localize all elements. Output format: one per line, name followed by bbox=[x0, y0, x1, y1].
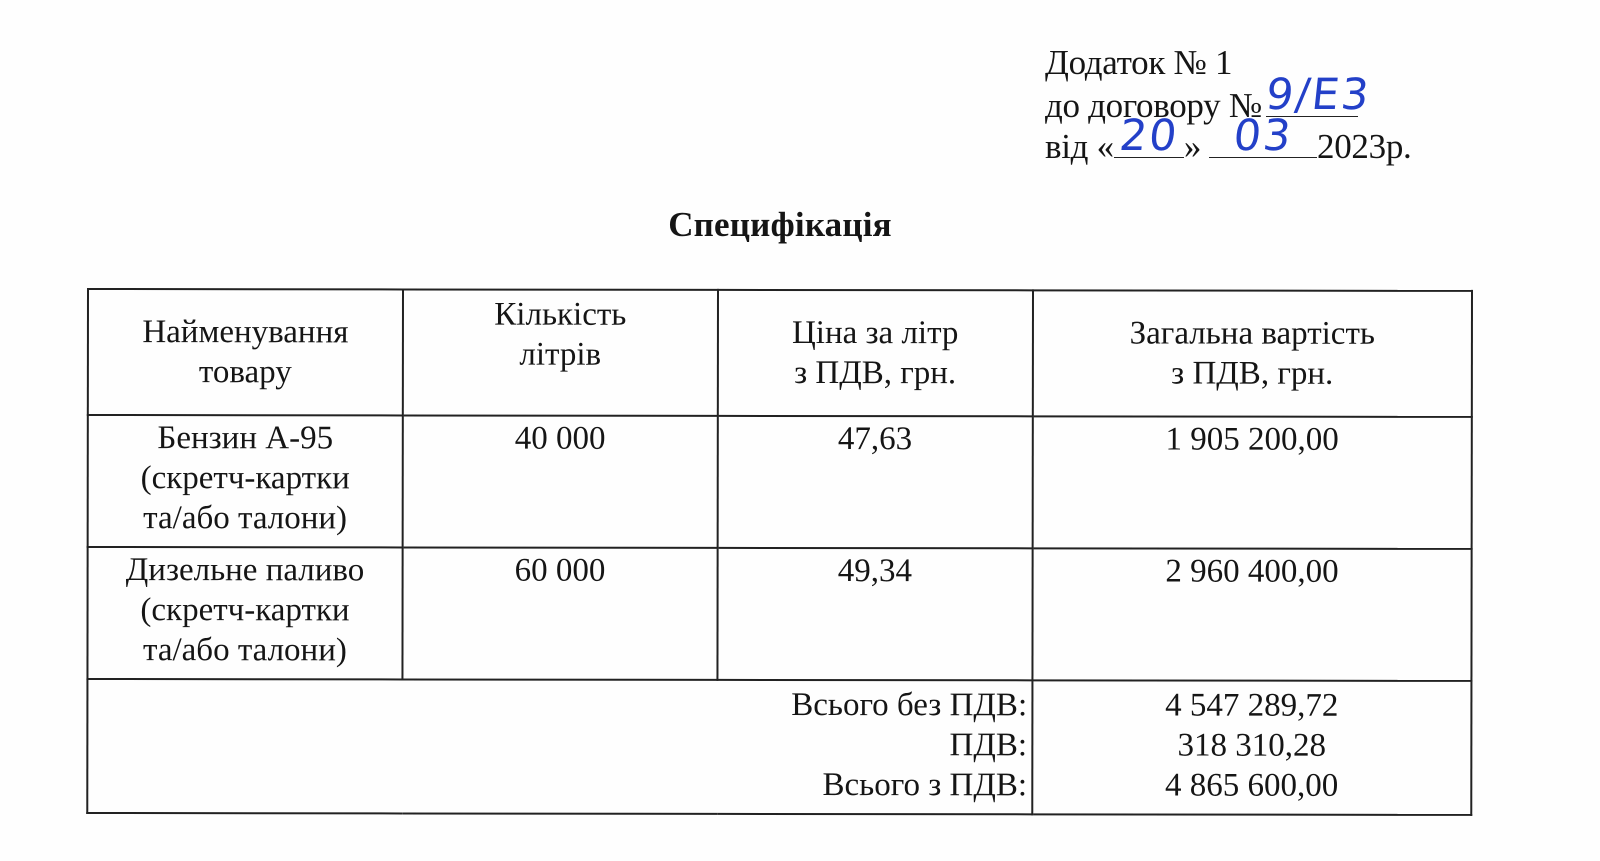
appendix-number: Додаток № 1 bbox=[1045, 43, 1233, 82]
total-with-vat-label: Всього з ПДВ: bbox=[822, 767, 1028, 804]
date-prefix: від « bbox=[1045, 127, 1114, 166]
header-name: Найменування товару bbox=[88, 289, 403, 415]
row-quantity: 60 000 bbox=[402, 547, 717, 679]
date-year: 2023р. bbox=[1317, 127, 1412, 166]
row-product-name: Дизельне паливо (скретч-картки та/або талони) bbox=[87, 547, 402, 679]
date-day-blank bbox=[1114, 111, 1184, 161]
totals-labels bbox=[87, 679, 1032, 814]
date-month-blank bbox=[1209, 111, 1317, 161]
totals-values bbox=[1032, 680, 1471, 815]
contract-label: до договору № bbox=[1045, 86, 1262, 125]
totals-row bbox=[87, 679, 1471, 815]
row-total: 1 905 200,00 bbox=[1032, 416, 1471, 549]
vat-value: 318 310,28 bbox=[1177, 727, 1326, 764]
table-header-row bbox=[88, 289, 1472, 417]
header-quantity: Кількість літрів bbox=[403, 289, 718, 415]
contract-number-handwritten: 9/Е3 bbox=[1263, 70, 1373, 120]
row-price: 47,63 bbox=[717, 416, 1032, 548]
table-row bbox=[87, 547, 1471, 681]
appendix-line-3 bbox=[1045, 111, 1412, 166]
table-row bbox=[88, 415, 1472, 549]
row-price: 49,34 bbox=[717, 548, 1032, 680]
header-price: Ціна за літр з ПДВ, грн. bbox=[718, 290, 1033, 416]
date-month-handwritten: 03 bbox=[1231, 111, 1296, 161]
specification-table bbox=[86, 288, 1473, 816]
vat-label: ПДВ: bbox=[949, 727, 1028, 764]
row-total: 2 960 400,00 bbox=[1032, 548, 1471, 681]
row-quantity: 40 000 bbox=[403, 415, 718, 547]
total-without-vat-value: 4 547 289,72 bbox=[1165, 687, 1339, 724]
total-without-vat-label: Всього без ПДВ: bbox=[791, 686, 1028, 724]
document-title: Специфікація bbox=[668, 205, 892, 244]
header-total: Загальна вартість з ПДВ, грн. bbox=[1033, 290, 1472, 417]
date-day-handwritten: 20 bbox=[1116, 111, 1181, 161]
row-product-name: Бензин А-95 (скретч-картки та/або талони) bbox=[88, 415, 403, 547]
total-with-vat-value: 4 865 600,00 bbox=[1165, 767, 1339, 804]
date-quote-close: » bbox=[1183, 127, 1202, 166]
appendix-header bbox=[1045, 42, 1411, 165]
